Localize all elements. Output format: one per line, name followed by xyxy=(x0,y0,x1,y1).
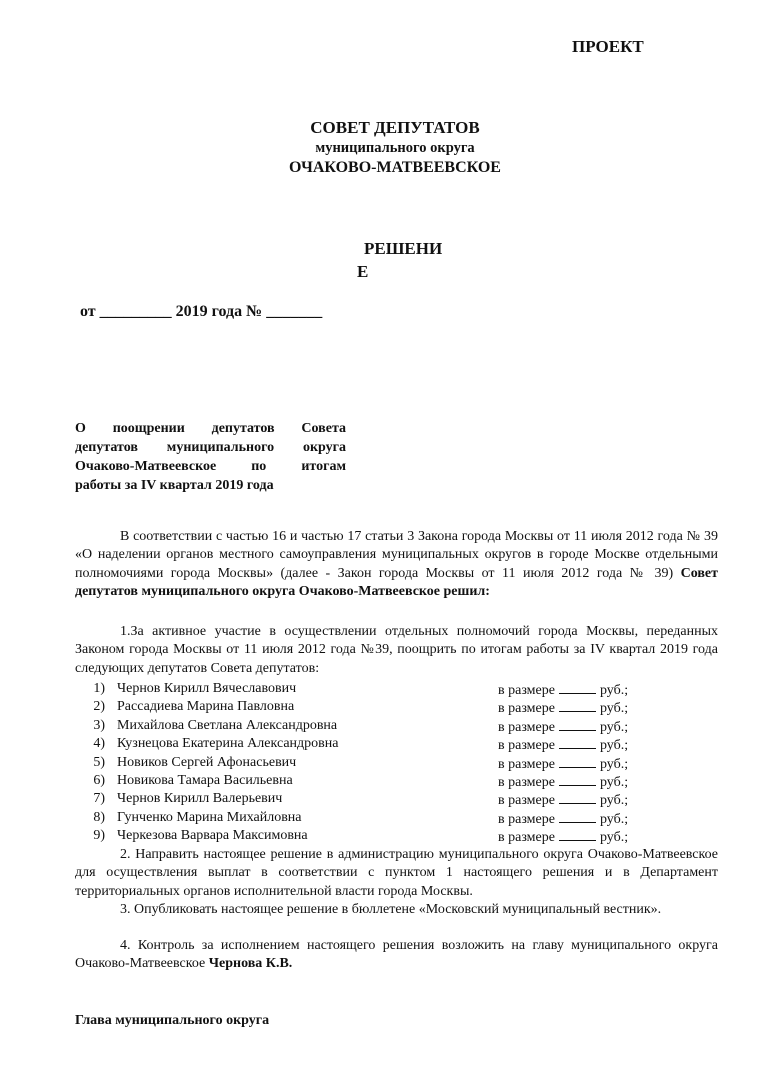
deputy-row xyxy=(79,772,679,790)
item-2-paragraph xyxy=(75,846,718,901)
subject-line: депутатов муниципального округа xyxy=(75,440,346,455)
amount-prefix: в размере xyxy=(498,811,555,827)
deputy-number: 2) xyxy=(93,699,105,715)
deputy-name: Чернов Кирилл Вячеславович xyxy=(117,681,297,696)
deputy-row xyxy=(79,809,679,827)
amount-blank xyxy=(559,827,596,841)
amount-blank xyxy=(559,809,596,823)
deputy-number: 8) xyxy=(93,809,105,825)
deputy-amount xyxy=(498,809,628,829)
deputy-number: 5) xyxy=(93,754,105,770)
item-2-text: 2. Направить настоящее решение в администрацию муниципального округа Очаково-Матвеевское для осуществления выплат в соответствии с пунктом 1 настоящего решения и в Департамент территориальных органов исполнительной власти города Москвы. xyxy=(75,847,718,899)
preamble-resolution: Совет депутатов муниципального округа Очаково-Матвеевское решил: xyxy=(75,565,718,600)
amount-blank xyxy=(559,735,596,749)
deputy-number: 7) xyxy=(93,791,105,807)
deputy-name: Гунченко Марина Михайловна xyxy=(117,809,302,825)
amount-prefix: в размере xyxy=(498,756,555,772)
item-4-text: 4. Контроль за исполнением настоящего решения возложить на главу муниципального округа Очаково-Матвеевское xyxy=(75,938,718,972)
deputy-row xyxy=(79,717,679,735)
signature-head: Глава муниципального округа xyxy=(75,1013,270,1028)
deputies-list xyxy=(79,680,679,846)
item-1-text: 1.За активное участие в осуществлении отдельных полномочий города Москвы, переданных Законом города Москвы от 11 июля 2012 года №39, поощрить по итогам работы за IV квартал 2019 года следующих депутатов Совета депутатов: xyxy=(75,624,718,676)
deputy-row xyxy=(79,827,679,845)
amount-prefix: в размере xyxy=(498,683,555,698)
amount-blank xyxy=(559,790,596,804)
amount-prefix: в размере xyxy=(498,774,555,790)
deputy-amount xyxy=(498,717,628,737)
council-subtitle: муниципального округа xyxy=(315,140,475,156)
amount-prefix: в размере xyxy=(498,793,555,809)
deputy-amount xyxy=(498,698,628,718)
amount-suffix: руб.; xyxy=(599,830,629,846)
amount-suffix: руб.; xyxy=(599,701,629,717)
deputy-amount xyxy=(498,680,628,700)
deputy-name: Новиков Сергей Афонасьевич xyxy=(117,754,297,770)
deputy-amount xyxy=(498,754,628,774)
deputy-name: Черкезова Варвара Максимовна xyxy=(117,828,308,844)
preamble-text: В соответствии с частью 16 и частью 17 статьи 3 Закона города Москвы от 11 июля 2012 года № 39 «О наделении органов местного самоуправления муниципальных округов в городе Москве отдельными полномочиями города Москвы» (далее - Закон города Москвы от 11 июля 2012 года № 39) xyxy=(75,529,718,581)
deputy-name: Рассадиева Марина Павловна xyxy=(117,699,295,715)
amount-blank xyxy=(559,698,596,712)
deputy-name: Чернов Кирилл Валерьевич xyxy=(117,791,283,807)
deputy-row xyxy=(79,735,679,753)
amount-blank xyxy=(559,717,596,731)
item-3-paragraph xyxy=(75,901,718,919)
decision-heading: РЕШЕНИ xyxy=(364,239,443,258)
deputy-row xyxy=(79,680,679,698)
deputy-amount xyxy=(498,827,628,847)
amount-blank xyxy=(559,680,596,694)
deputy-row xyxy=(79,754,679,772)
amount-suffix: руб.; xyxy=(599,811,629,827)
item-3-text: 3. Опубликовать настоящее решение в бюллетене «Московский муниципальный вестник». xyxy=(120,902,662,917)
deputy-number: 9) xyxy=(93,828,105,844)
amount-prefix: в размере xyxy=(498,738,555,754)
deputy-name: Михайлова Светлана Александровна xyxy=(117,717,338,733)
amount-prefix: в размере xyxy=(498,701,555,717)
amount-suffix: руб.; xyxy=(599,774,629,790)
preamble-paragraph xyxy=(75,528,718,602)
amount-suffix: руб.; xyxy=(599,683,629,698)
amount-suffix: руб.; xyxy=(599,756,629,772)
decision-subject xyxy=(75,419,346,495)
amount-suffix: руб.; xyxy=(599,719,629,735)
date-number-line: от _________ 2019 года № _______ xyxy=(80,303,323,320)
decision-heading-end: Е xyxy=(357,262,369,281)
deputy-row xyxy=(79,698,679,716)
deputy-number: 1) xyxy=(93,681,105,696)
deputy-name: Новикова Тамара Васильевна xyxy=(117,772,293,788)
deputy-row xyxy=(79,790,679,808)
subject-line: О поощрении депутатов Совета xyxy=(75,421,346,436)
amount-suffix: руб.; xyxy=(599,738,629,754)
deputy-number: 3) xyxy=(93,717,105,733)
deputy-number: 4) xyxy=(93,736,105,752)
deputy-amount xyxy=(498,772,628,792)
deputy-amount xyxy=(498,735,628,755)
deputy-name: Кузнецова Екатерина Александровна xyxy=(117,736,339,752)
council-title: СОВЕТ ДЕПУТАТОВ xyxy=(310,118,480,137)
amount-blank xyxy=(559,772,596,786)
subject-line: Очаково-Матвеевское по итогам xyxy=(75,459,346,474)
item-1-paragraph xyxy=(75,623,718,678)
council-name: ОЧАКОВО-МАТВЕЕВСКОЕ xyxy=(289,159,501,176)
amount-blank xyxy=(559,754,596,768)
amount-suffix: руб.; xyxy=(599,793,629,809)
subject-line: работы за IV квартал 2019 года xyxy=(75,478,274,493)
deputy-number: 6) xyxy=(93,772,105,788)
amount-prefix: в размере xyxy=(498,719,555,735)
project-stamp: ПРОЕКТ xyxy=(572,37,644,56)
item-4-person: Чернова К.В. xyxy=(208,956,293,972)
deputy-amount xyxy=(498,790,628,810)
item-4-paragraph xyxy=(75,937,718,974)
amount-prefix: в размере xyxy=(498,830,555,846)
